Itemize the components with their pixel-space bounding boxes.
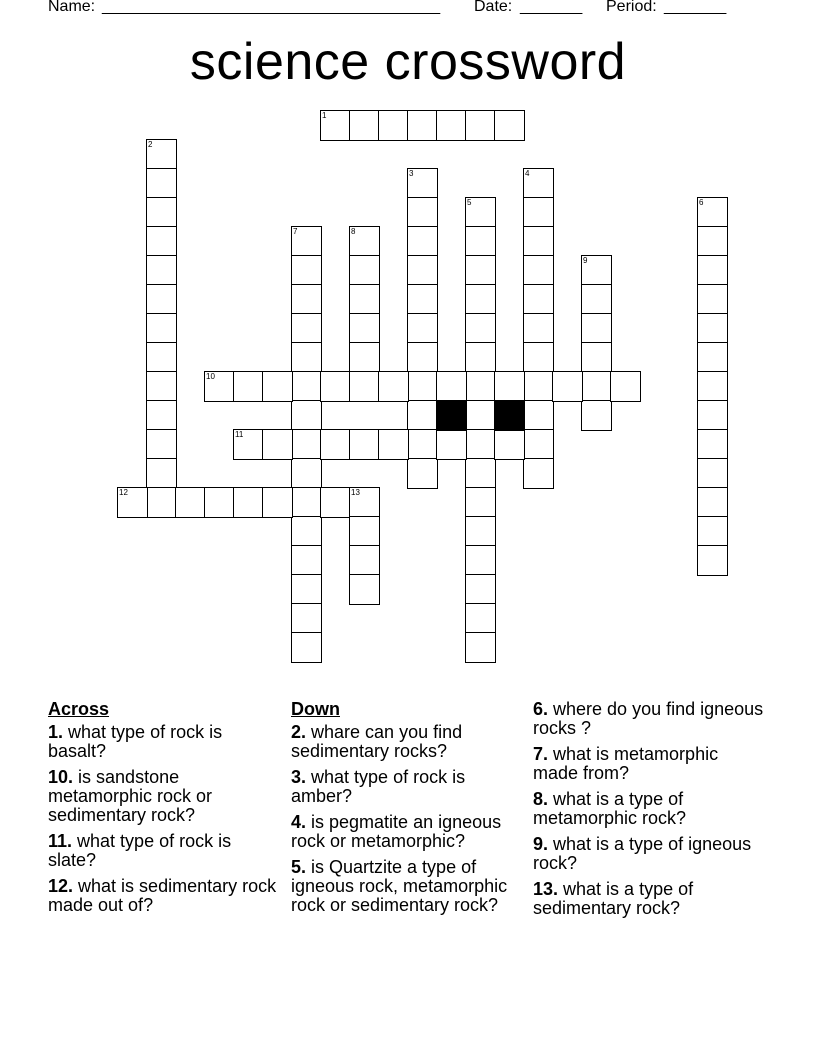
crossword-cell[interactable]	[407, 226, 438, 257]
crossword-cell[interactable]	[581, 284, 612, 315]
clue-text: is Quartzite a type of igneous rock, metamorphic rock or sedimentary rock?	[291, 857, 508, 915]
crossword-cell[interactable]	[697, 226, 728, 257]
crossword-cell[interactable]	[697, 516, 728, 547]
crossword-cell[interactable]	[465, 400, 496, 431]
clue-number: 12.	[48, 876, 74, 896]
clue-text: whare can you find sedimentary rocks?	[291, 722, 463, 761]
clues-down-continued	[533, 700, 768, 925]
clues-down	[291, 700, 526, 922]
down-heading: Down	[291, 699, 340, 719]
crossword-cell[interactable]	[523, 255, 554, 286]
clue-text: where do you find igneous rocks ?	[533, 699, 764, 738]
crossword-cell[interactable]	[465, 197, 496, 228]
crossword-cell[interactable]	[291, 313, 322, 344]
crossword-cell[interactable]	[233, 487, 264, 518]
cell-number: 10	[206, 372, 215, 381]
page-title: science crossword	[189, 33, 627, 91]
clue-item	[291, 858, 526, 915]
crossword-cell[interactable]	[378, 371, 409, 402]
crossword-cell[interactable]	[697, 429, 728, 460]
crossword-cell[interactable]	[291, 632, 322, 663]
crossword-cell[interactable]	[465, 603, 496, 634]
clue-text: what is a type of igneous rock?	[533, 834, 752, 873]
crossword-cell[interactable]	[581, 371, 612, 402]
crossword-cell[interactable]	[523, 371, 554, 402]
crossword-cell[interactable]	[523, 458, 554, 489]
crossword-cell[interactable]	[465, 545, 496, 576]
crossword-cell[interactable]	[465, 226, 496, 257]
crossword-cell[interactable]	[697, 371, 728, 402]
crossword-cell[interactable]	[349, 342, 380, 373]
clue-item	[48, 723, 283, 761]
crossword-cell[interactable]	[146, 487, 177, 518]
cell-number: 11	[235, 430, 244, 439]
clue-item	[291, 768, 526, 806]
clue-text: what is a type of metamorphic rock?	[533, 789, 687, 828]
crossword-cell[interactable]	[291, 545, 322, 576]
crossword-cell[interactable]	[697, 342, 728, 373]
crossword-cell[interactable]	[349, 516, 380, 547]
clue-number: 11.	[48, 831, 73, 851]
clue-item	[48, 832, 283, 870]
clue-number: 8.	[533, 789, 549, 809]
crossword-cell[interactable]	[494, 110, 525, 141]
crossword-cell[interactable]	[349, 487, 380, 518]
cell-number: 9	[583, 256, 588, 265]
crossword-cell[interactable]	[320, 487, 351, 518]
crossword-cell[interactable]	[697, 400, 728, 431]
crossword-cell[interactable]	[262, 429, 293, 460]
clue-item	[533, 700, 768, 738]
crossword-cell[interactable]	[291, 342, 322, 373]
crossword-cell[interactable]	[697, 255, 728, 286]
crossword-cell[interactable]	[697, 545, 728, 576]
crossword-cell[interactable]	[465, 255, 496, 286]
crossword-cell[interactable]	[146, 226, 177, 257]
crossword-cell[interactable]	[291, 226, 322, 257]
crossword-cell[interactable]	[204, 371, 235, 402]
crossword-cell[interactable]	[697, 197, 728, 228]
crossword-cell[interactable]	[697, 284, 728, 315]
crossword-cell[interactable]	[465, 429, 496, 460]
period-line[interactable]: _______	[664, 0, 727, 15]
clue-text: what type of rock is amber?	[291, 767, 466, 806]
crossword-cell[interactable]	[407, 458, 438, 489]
clue-text: what is sedimentary rock made out of?	[48, 876, 277, 915]
period-label: Period:	[606, 0, 657, 15]
crossword-black-cell	[436, 400, 467, 431]
crossword-cell[interactable]	[349, 574, 380, 605]
crossword-cell[interactable]	[581, 400, 612, 431]
clue-number: 5.	[291, 857, 307, 877]
clue-number: 4.	[291, 812, 307, 832]
crossword-cell[interactable]	[523, 197, 554, 228]
clues-across	[48, 700, 283, 922]
crossword-cell[interactable]	[291, 429, 322, 460]
crossword-cell[interactable]	[146, 400, 177, 431]
crossword-cell[interactable]	[697, 458, 728, 489]
crossword-cell[interactable]	[291, 574, 322, 605]
crossword-cell[interactable]	[233, 371, 264, 402]
crossword-cell[interactable]	[465, 284, 496, 315]
crossword-cell[interactable]	[291, 400, 322, 431]
crossword-cell[interactable]	[349, 429, 380, 460]
clue-text: is pegmatite an igneous rock or metamorphic?	[291, 812, 502, 851]
crossword-cell[interactable]	[465, 110, 496, 141]
cell-number: 2	[148, 140, 153, 149]
crossword-cell[interactable]	[349, 313, 380, 344]
date-label: Date:	[474, 0, 513, 15]
clue-item	[48, 877, 283, 915]
cell-number: 4	[525, 169, 530, 178]
crossword-cell[interactable]	[146, 371, 177, 402]
name-label: Name:	[48, 0, 96, 15]
crossword-cell[interactable]	[465, 516, 496, 547]
crossword-cell[interactable]	[407, 400, 438, 431]
cell-number: 7	[293, 227, 298, 236]
crossword-cell[interactable]	[349, 371, 380, 402]
clue-item	[48, 768, 283, 825]
crossword-cell[interactable]	[494, 371, 525, 402]
crossword-cell[interactable]	[146, 139, 177, 170]
clue-item	[533, 880, 768, 918]
date-line[interactable]: _______	[520, 0, 583, 15]
cell-number: 13	[351, 488, 360, 497]
crossword-cell[interactable]	[610, 371, 641, 402]
crossword-cell[interactable]	[465, 313, 496, 344]
crossword-cell[interactable]	[320, 429, 351, 460]
crossword-cell[interactable]	[146, 313, 177, 344]
crossword-cell[interactable]	[407, 342, 438, 373]
crossword-cell[interactable]	[523, 400, 554, 431]
crossword-cell[interactable]	[581, 313, 612, 344]
crossword-cell[interactable]	[465, 342, 496, 373]
crossword-cell[interactable]	[378, 110, 409, 141]
crossword-cell[interactable]	[523, 226, 554, 257]
clue-number: 7.	[533, 744, 549, 764]
crossword-cell[interactable]	[465, 574, 496, 605]
clue-item	[533, 835, 768, 873]
clue-number: 3.	[291, 767, 307, 787]
crossword-cell[interactable]	[581, 342, 612, 373]
crossword-cell[interactable]	[291, 255, 322, 286]
clue-number: 13.	[533, 879, 559, 899]
crossword-cell[interactable]	[291, 458, 322, 489]
crossword-cell[interactable]	[291, 371, 322, 402]
crossword-cell[interactable]	[291, 284, 322, 315]
crossword-cell[interactable]	[465, 487, 496, 518]
crossword-cell[interactable]	[378, 429, 409, 460]
crossword-cell[interactable]	[291, 603, 322, 634]
crossword-cell[interactable]	[204, 487, 235, 518]
crossword-cell[interactable]	[146, 284, 177, 315]
crossword-cell[interactable]	[436, 110, 467, 141]
clue-number: 10.	[48, 767, 74, 787]
cell-number: 5	[467, 198, 472, 207]
clue-item	[533, 745, 768, 783]
clue-number: 1.	[48, 722, 64, 742]
crossword-cell[interactable]	[465, 632, 496, 663]
cell-number: 6	[699, 198, 704, 207]
crossword-cell[interactable]	[407, 110, 438, 141]
crossword-cell[interactable]	[494, 429, 525, 460]
crossword-cell[interactable]	[523, 284, 554, 315]
crossword-cell[interactable]	[146, 255, 177, 286]
clue-text: what type of rock is basalt?	[48, 722, 223, 761]
crossword-cell[interactable]	[523, 168, 554, 199]
crossword-cell[interactable]	[262, 487, 293, 518]
crossword-cell[interactable]	[436, 371, 467, 402]
crossword-cell[interactable]	[146, 197, 177, 228]
crossword-cell[interactable]	[291, 516, 322, 547]
crossword-cell[interactable]	[320, 371, 351, 402]
cell-number: 1	[322, 111, 327, 120]
crossword-cell[interactable]	[552, 371, 583, 402]
crossword-cell[interactable]	[262, 371, 293, 402]
crossword-cell[interactable]	[407, 429, 438, 460]
crossword-cell[interactable]	[291, 487, 322, 518]
clue-text: what is a type of sedimentary rock?	[533, 879, 694, 918]
crossword-cell[interactable]	[523, 342, 554, 373]
crossword-cell[interactable]	[407, 168, 438, 199]
clue-number: 6.	[533, 699, 549, 719]
crossword-cell[interactable]	[349, 110, 380, 141]
clue-number: 9.	[533, 834, 549, 854]
crossword-cell[interactable]	[436, 429, 467, 460]
clue-text: is sandstone metamorphic rock or sedimentary rock?	[48, 767, 213, 825]
crossword-cell[interactable]	[146, 342, 177, 373]
cell-number: 12	[119, 488, 128, 497]
crossword-cell[interactable]	[146, 168, 177, 199]
crossword-cell[interactable]	[349, 226, 380, 257]
crossword-cell[interactable]	[349, 284, 380, 315]
crossword-cell[interactable]	[407, 197, 438, 228]
cell-number: 8	[351, 227, 356, 236]
crossword-cell[interactable]	[465, 458, 496, 489]
clue-text: what type of rock is slate?	[48, 831, 232, 870]
clue-item	[291, 813, 526, 851]
name-line[interactable]: ______________________________________	[102, 0, 441, 15]
clue-text: what is metamorphic made from?	[533, 744, 719, 783]
crossword-cell[interactable]	[581, 255, 612, 286]
crossword-cell[interactable]	[146, 458, 177, 489]
crossword-cell[interactable]	[523, 313, 554, 344]
crossword-cell[interactable]	[465, 371, 496, 402]
clue-item	[533, 790, 768, 828]
crossword-cell[interactable]	[407, 371, 438, 402]
crossword-cell[interactable]	[349, 255, 380, 286]
crossword-cell[interactable]	[407, 284, 438, 315]
crossword-cell[interactable]	[233, 429, 264, 460]
across-heading: Across	[48, 699, 110, 719]
clue-item	[291, 723, 526, 761]
crossword-cell[interactable]	[349, 545, 380, 576]
crossword-black-cell	[494, 400, 525, 431]
crossword-cell[interactable]	[523, 429, 554, 460]
crossword-cell[interactable]	[146, 429, 177, 460]
clue-number: 2.	[291, 722, 307, 742]
crossword-cell[interactable]	[697, 487, 728, 518]
crossword-cell[interactable]	[175, 487, 206, 518]
crossword-cell[interactable]	[697, 313, 728, 344]
crossword-cell[interactable]	[320, 110, 351, 141]
crossword-cell[interactable]	[117, 487, 148, 518]
crossword-cell[interactable]	[407, 255, 438, 286]
crossword-cell[interactable]	[407, 313, 438, 344]
cell-number: 3	[409, 169, 414, 178]
